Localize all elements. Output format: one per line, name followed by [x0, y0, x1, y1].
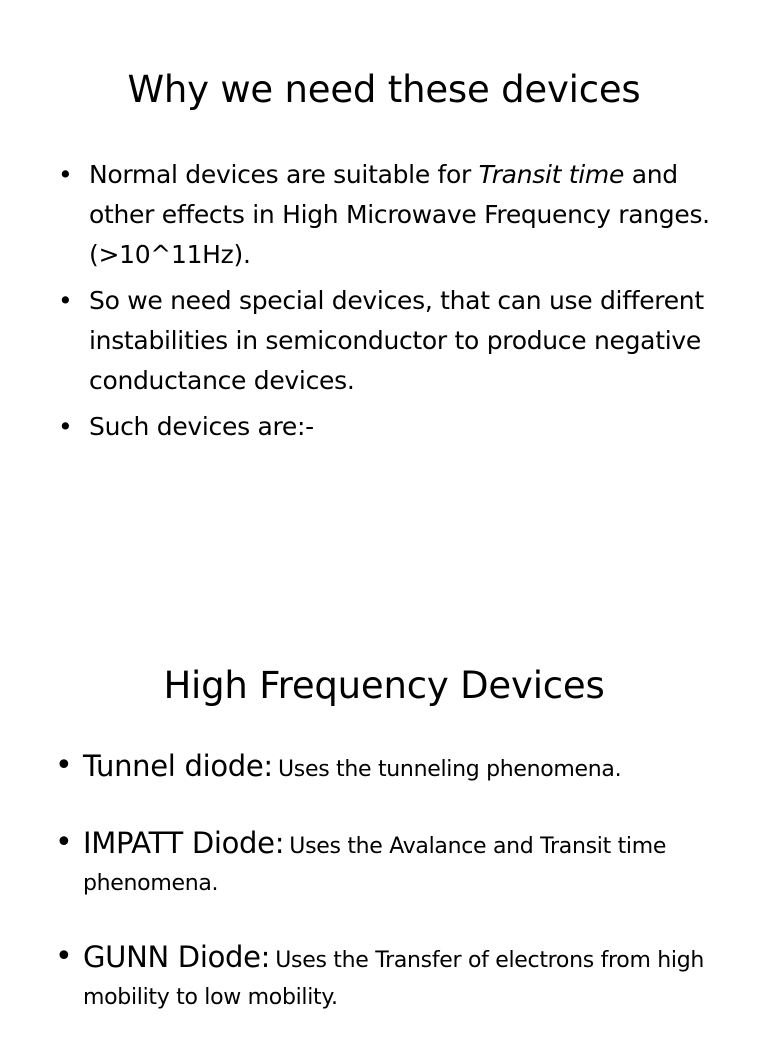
bullet-text-pre: Normal devices are suitable for: [89, 160, 479, 189]
bullet-dot-icon: •: [58, 160, 73, 189]
slide-high-frequency-devices: [0, 560, 768, 1024]
device-item: [55, 939, 745, 1017]
bullet-item: [58, 155, 718, 275]
device-item: [55, 825, 745, 903]
device-item: [55, 748, 745, 789]
device-term: Tunnel diode:: [83, 749, 273, 783]
device-term: IMPATT Diode:: [83, 826, 285, 860]
bullet-item: [58, 281, 718, 401]
device-list: [55, 748, 745, 1053]
bullet-dot-icon: •: [55, 825, 73, 860]
bullet-item: [58, 407, 718, 447]
bullet-dot-icon: •: [55, 748, 73, 783]
device-description: Uses the Transfer of electrons from high mobility to low mobility.: [83, 948, 705, 1010]
device-description: Uses the tunneling phenomena.: [278, 757, 622, 782]
bullet-dot-icon: •: [55, 939, 73, 974]
slide-title: Why we need these devices: [127, 68, 641, 111]
device-description: Uses the Avalance and Transit time phenomena.: [83, 834, 667, 896]
bullet-dot-icon: •: [58, 412, 73, 441]
bullet-text: Such devices are:-: [89, 412, 314, 441]
bullet-list: [58, 155, 718, 453]
slide-title: High Frequency Devices: [163, 664, 605, 707]
bullet-text-emphasis: Transit time: [478, 160, 625, 189]
bullet-dot-icon: •: [58, 286, 73, 315]
bullet-text: So we need special devices, that can use different instabilities in semiconductor to produce negative conductance devices.: [89, 286, 704, 395]
bullet-text-post: and other effects in High Microwave Frequency ranges. (>10^11Hz).: [89, 160, 710, 269]
device-term: GUNN Diode:: [83, 940, 271, 974]
